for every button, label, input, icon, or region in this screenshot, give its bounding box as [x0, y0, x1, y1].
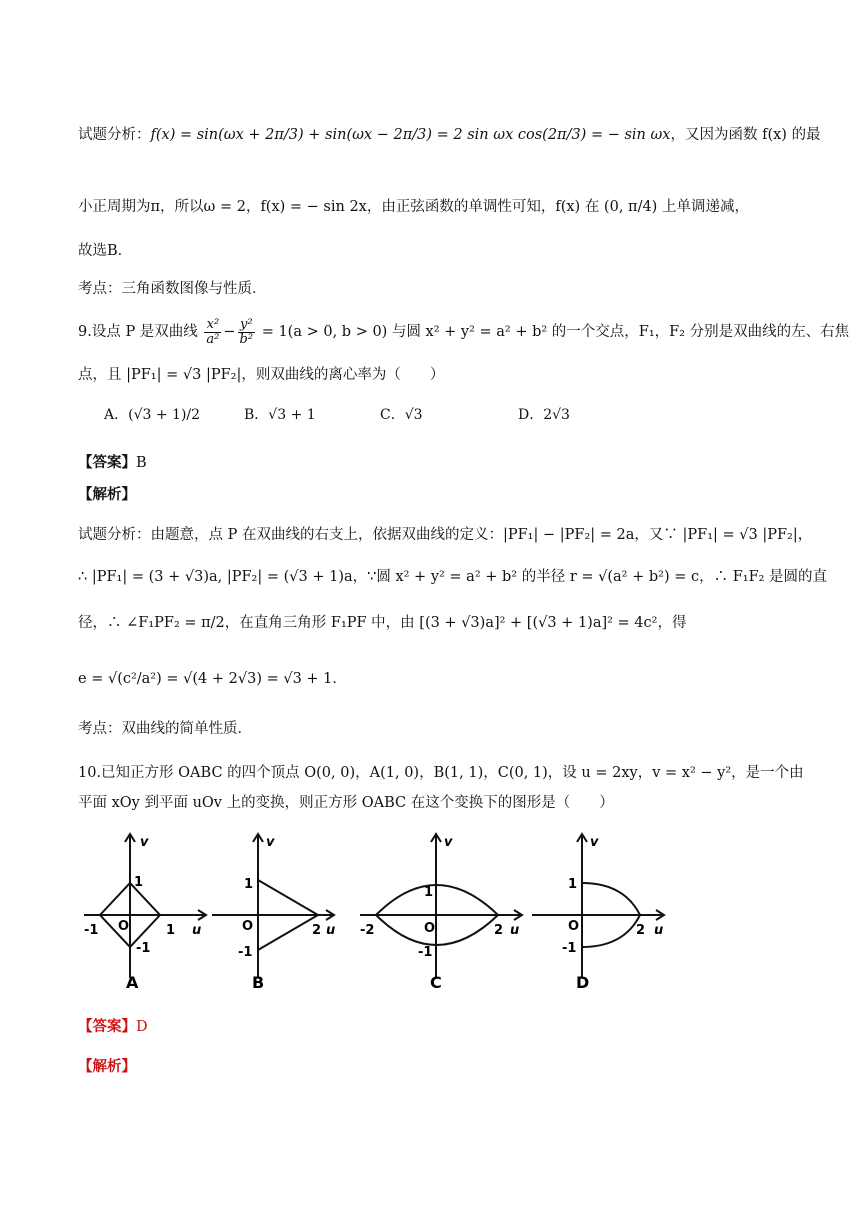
q9-jiexi-line4: e = √(c²/a²) = √(4 + 2√3) = √3 + 1．	[78, 671, 347, 687]
figure-a-tick-1v: 1	[134, 875, 144, 890]
q9-answer-value: B	[136, 455, 147, 471]
q9-choice-b: B．√3 + 1	[244, 407, 316, 423]
q10-jiexi-label: 【解析】	[78, 1058, 136, 1075]
q9-kaodian: 考点：双曲线的简单性质．	[78, 721, 252, 737]
hyperbola-fraction-x: $\frac{\text{x²}}{\text{a²}}$	[206, 317, 220, 347]
q9-stem-b: = 1(a > 0, b > 0) 与圆 x² + y² = a² + b² 的一个交点，F₁，F₂ 分别是双曲线的左、右焦	[261, 324, 850, 341]
q9-answer-label: 【答案】	[78, 454, 136, 471]
figure-c-origin: O	[424, 921, 436, 936]
figure-d-v-label: v	[590, 835, 599, 850]
s8-analysis-tail: ，又因为函数 f(x) 的最	[670, 127, 821, 143]
figure-a	[82, 830, 212, 994]
q10-stem-line1: 10.已知正方形 OABC 的四个顶点 O(0, 0)，A(1, 0)，B(1, 1)，C(0, 1)，设 u = 2xy，v = x² − y²，是一个由	[78, 765, 804, 781]
figure-d-tick-neg1v: -1	[562, 941, 577, 956]
s8-kaodian: 考点：三角函数图像与性质．	[78, 281, 267, 297]
q9-jiexi-line2: ∴ |PF₁| = (3 + √3)a, |PF₂| = (√3 + 1)a，∵圆 x² + y² = a² + b² 的半径 r = √(a² + b²) = c，∴ F₁F₂ 是圆的直	[78, 569, 828, 585]
figure-a-origin: O	[118, 919, 130, 934]
q9-stem-line2: 点，且 |PF₁| = √3 |PF₂|，则双曲线的离心率为（ ）	[78, 367, 445, 383]
figure-d-caption: D	[576, 973, 590, 992]
figure-a-v-label: v	[140, 835, 149, 850]
q9-jiexi-line3: 径，∴ ∠F₁PF₂ = π/2，在直角三角形 F₁PF 中，由 [(3 + √3)a]² + [(√3 + 1)a]² = 4c²，得	[78, 615, 687, 631]
figure-a-tick-1u: 1	[166, 923, 176, 938]
q10-stem-line2: 平面 xOy 到平面 uOv 上的变换，则正方形 OABC 在这个变换下的图形是（ ）	[78, 795, 614, 811]
hyperbola-fraction-y: $\frac{\text{y²}}{\text{b²}}$	[239, 317, 254, 347]
q9-choice-c: C．√3	[380, 407, 423, 423]
figure-a-tick-neg1v: -1	[136, 941, 151, 956]
figure-b-tick-neg1v: -1	[238, 945, 253, 960]
figure-c-caption: C	[430, 973, 442, 992]
figure-d-lower-arc	[582, 915, 640, 947]
q10-answer-value: D	[136, 1019, 148, 1035]
figure-c	[360, 830, 530, 994]
q9-answer	[78, 452, 800, 474]
figure-c-tick-1v: 1	[424, 885, 434, 900]
figure-d-u-label: u	[654, 923, 664, 938]
figure-c-v-label: v	[444, 835, 453, 850]
figure-d-tick-1v: 1	[568, 877, 578, 892]
figure-d	[532, 830, 672, 994]
q9-choice-a: A．(√3 + 1)/2	[104, 407, 201, 423]
q9-stem-a: 9.设点 P 是双曲线	[78, 324, 198, 341]
q9-jiexi-label: 【解析】	[78, 486, 136, 503]
figure-b-v-label: v	[266, 835, 275, 850]
q9-jiexi-line1: 试题分析：由题意，点 P 在双曲线的右支上，依据双曲线的定义：|PF₁| − |PF₂| = 2a，又∵ |PF₁| = √3 |PF₂|，	[78, 527, 813, 543]
q10-answer-label: 【答案】	[78, 1018, 136, 1035]
figure-b-origin: O	[242, 919, 254, 934]
figure-c-u-label: u	[510, 923, 520, 938]
figure-d-upper-arc	[582, 883, 640, 915]
figure-b-tick-2u: 2	[312, 923, 322, 938]
q9-stem-line1: 9.设点 P 是双曲线 $\frac{\text{x²}}{\text{a²}}$ − $\frac{\text{y²}}{\text{b²}}$ = 1(a > 0, b > 0) 与圆 x² + y² = a² + b² 的一个交点，F₁，F₂ 分别是双曲线的左、右焦	[78, 317, 850, 347]
figure-c-tick-2u: 2	[494, 923, 504, 938]
figure-a-tick-neg1u: -1	[84, 923, 99, 938]
figure-b	[212, 830, 342, 994]
q10-answer	[78, 1016, 800, 1038]
figure-d-origin: O	[568, 919, 580, 934]
s8-analysis-prefix: 试题分析：	[78, 127, 151, 143]
figure-a-u-label: u	[192, 923, 202, 938]
figure-c-tick-neg1v: -1	[418, 945, 433, 960]
figure-b-tick-1v: 1	[244, 877, 254, 892]
figure-a-caption: A	[126, 973, 139, 992]
s8-analysis-line1	[78, 124, 821, 146]
figure-d-tick-2u: 2	[636, 923, 646, 938]
figure-b-u-label: u	[326, 923, 336, 938]
figure-b-caption: B	[252, 973, 265, 992]
s8-analysis-line3: 故选B．	[78, 243, 133, 259]
figure-c-tick-neg2u: -2	[360, 923, 375, 938]
s8-analysis-formula: f(x) = sin(ωx + 2π/3) + sin(ωx − 2π/3) = 2 sin ωx cos(2π/3) = − sin ωx	[150, 127, 671, 143]
s8-analysis-line2: 小正周期为π，所以ω = 2，f(x) = − sin 2x，由正弦函数的单调性可知，f(x) 在 (0, π/4) 上单调递减，	[78, 199, 749, 215]
q9-choice-d: D．2√3	[518, 407, 570, 423]
